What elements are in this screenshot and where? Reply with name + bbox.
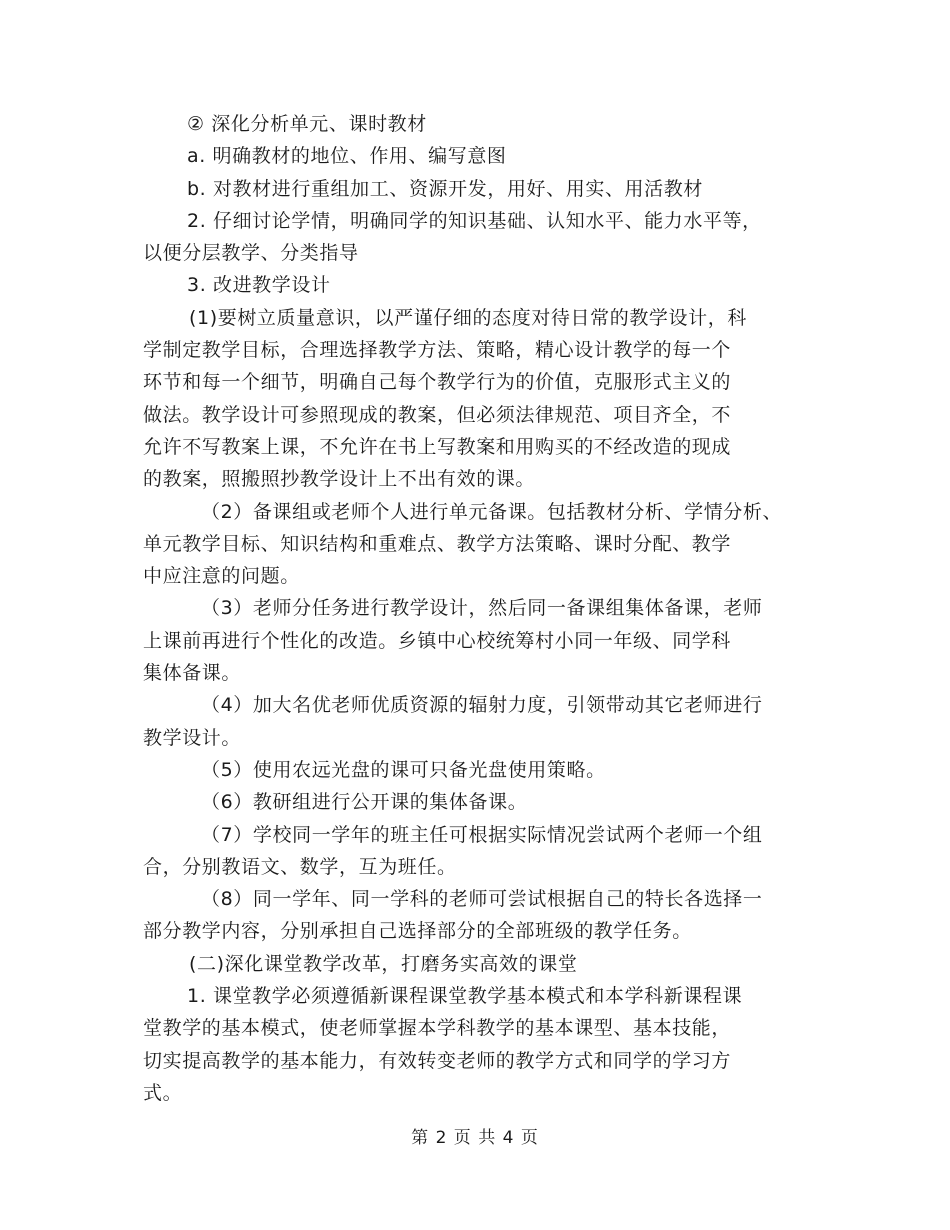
text-line: 合，分别教语文、数学，互为班任。 [143,855,457,878]
text-line: 部分教学内容，分别承担自己选择部分的全部班级的教学任务。 [143,920,692,943]
text-line: ② 深化分析单元、课时教材 [187,113,427,135]
text-line: 堂教学的基本模式，使老师掌握本学科教学的基本课型、基本技能， [143,1017,732,1040]
text-line: (二)深化课堂教学改革，打磨务实高效的课堂 [189,952,578,975]
text-line: 2. 仔细讨论学情，明确同学的知识基础、认知水平、能力水平等， [187,209,762,232]
text-line: 1. 课堂教学必须遵循新课程课堂教学基本模式和本学科新课程课 [187,985,743,1008]
text-line: (1)要树立质量意识，以严谨仔细的态度对待日常的教学设计，科 [189,306,747,329]
text-line: 中应注意的问题。 [143,565,300,588]
text-line: （6）教研组进行公开课的集体备课。 [201,791,528,814]
text-line: 以便分层教学、分类指导 [143,242,359,265]
text-line: 3. 改进教学设计 [187,274,331,297]
text-line: 教学设计。 [143,726,242,749]
text-line: （5）使用农远光盘的课可只备光盘使用策略。 [201,758,606,781]
document-body [143,108,823,1109]
text-line: （8）同一学年、同一学科的老师可尝试根据自己的特长各选择一 [201,888,763,911]
text-line: 上课前再进行个性化的改造。乡镇中心校统筹村小同一年级、同学科 [143,629,732,652]
text-line: 单元教学目标、知识结构和重难点、教学方法策略、课时分配、教学 [143,532,732,555]
text-line: b. 对教材进行重组加工、资源开发，用好、用实、用活教材 [187,177,703,200]
text-line: 环节和每一个细节，明确自己每个教学行为的价值，克服形式主义的 [143,371,732,394]
page-number-footer: 第 2 页 共 4 页 [411,1128,539,1148]
text-line: （3）老师分任务进行教学设计，然后同一备课组集体备课，老师 [201,597,763,620]
text-line: （4）加大名优老师优质资源的辐射力度，引领带动其它老师进行 [201,694,763,717]
text-line: （2）备课组或老师个人进行单元备课。包括教材分析、学情分析、 [201,500,783,523]
text-line: （7）学校同一学年的班主任可根据实际情况尝试两个老师一个组 [201,823,763,846]
text-line: 的教案，照搬照抄教学设计上不出有效的课。 [143,468,536,491]
text-line: 允许不写教案上课，不允许在书上写教案和用购买的不经改造的现成 [143,435,732,458]
text-line: a. 明确教材的地位、作用、编写意图 [187,145,507,168]
text-line: 式。 [143,1081,183,1104]
text-line: 做法。教学设计可参照现成的教案，但必须法律规范、项目齐全，不 [143,403,732,426]
text-line: 切实提高教学的基本能力，有效转变老师的教学方式和同学的学习方 [143,1049,732,1072]
text-line: 集体备课。 [143,662,242,685]
text-line: 学制定教学目标，合理选择教学方法、策略，精心设计教学的每一个 [143,339,732,362]
